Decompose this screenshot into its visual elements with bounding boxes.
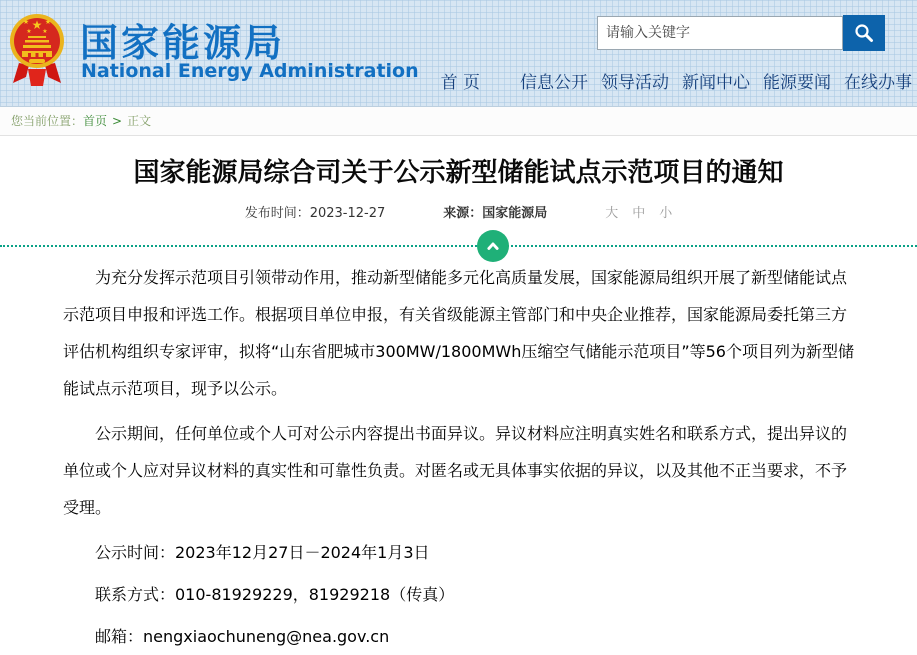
publish-time: 发布时间：2023-12-27 [244,206,386,221]
publicity-period-line: 公示时间：2023年12月27日－2024年1月3日 [95,543,430,562]
breadcrumb [0,107,917,136]
breadcrumb-current: 正文 [127,114,152,128]
main-navigation [428,68,912,93]
search-input[interactable] [597,16,843,50]
font-size-switcher [605,202,672,221]
site-title-english: National Energy Administration [81,60,419,82]
breadcrumb-home-link[interactable]: 首页 [83,114,108,128]
dotted-divider [0,245,917,247]
article-source: 来源：国家能源局 [443,206,548,221]
breadcrumb-label: 您当前位置： [11,114,84,128]
svg-text:★: ★ [22,18,30,26]
nav-item-news-center[interactable]: 新闻中心 [682,73,750,93]
nav-item-info-disclosure[interactable]: 信息公开 [520,73,588,93]
font-size-small[interactable]: 小 [659,206,673,221]
article-meta [0,202,917,221]
breadcrumb-separator: > [112,114,123,128]
site-header [0,0,917,107]
national-emblem-logo [9,9,65,93]
svg-text:★: ★ [42,28,48,35]
contact-email-line: 邮箱：nengxiaochuneng@nea.gov.cn [95,627,390,646]
svg-text:★: ★ [26,28,32,35]
chevron-up-icon [483,236,503,256]
nav-item-home[interactable]: 首 页 [440,73,480,93]
font-size-large[interactable]: 大 [605,206,619,221]
nav-item-leader-activity[interactable]: 领导活动 [601,73,669,93]
font-size-medium[interactable]: 中 [632,206,646,221]
paragraph: 公示期间，任何单位或个人可对公示内容提出书面异议。异议材料应注明真实姓名和联系方式，提出异议的单位或个人应对异议材料的真实性和可靠性负责。对匿名或无具体事实依据的异议，以及其他不正当要求，不予受理。 [63,424,848,517]
paragraph: 为充分发挥示范项目引领带动作用，推动新型储能多元化高质量发展，国家能源局组织开展了新型储能试点示范项目申报和评选工作。根据项目单位申报，有关省级能源主管部门和中央企业推荐，国家能源局委托第三方评估机构组织专家评审，拟将“山东省肥城市300MW/1800MWh压缩空气储能示范项目”等56个项目列为新型储能试点示范项目，现予以公示。 [63,268,854,398]
article-body [0,247,917,655]
contact-phone-line: 联系方式：010-81929229，81929218（传真） [95,585,455,604]
nav-item-online-service[interactable]: 在线办事 [844,73,912,93]
svg-text:★: ★ [44,18,52,26]
nav-item-energy-news[interactable]: 能源要闻 [763,73,831,93]
scroll-top-button[interactable] [477,230,509,262]
magnifier-icon [853,22,875,44]
site-title-chinese: 国家能源局 [80,21,286,65]
search-button[interactable] [843,15,885,51]
page-title: 国家能源局综合司关于公示新型储能试点示范项目的通知 [133,158,784,188]
article [0,152,917,655]
svg-text:★: ★ [31,18,43,32]
